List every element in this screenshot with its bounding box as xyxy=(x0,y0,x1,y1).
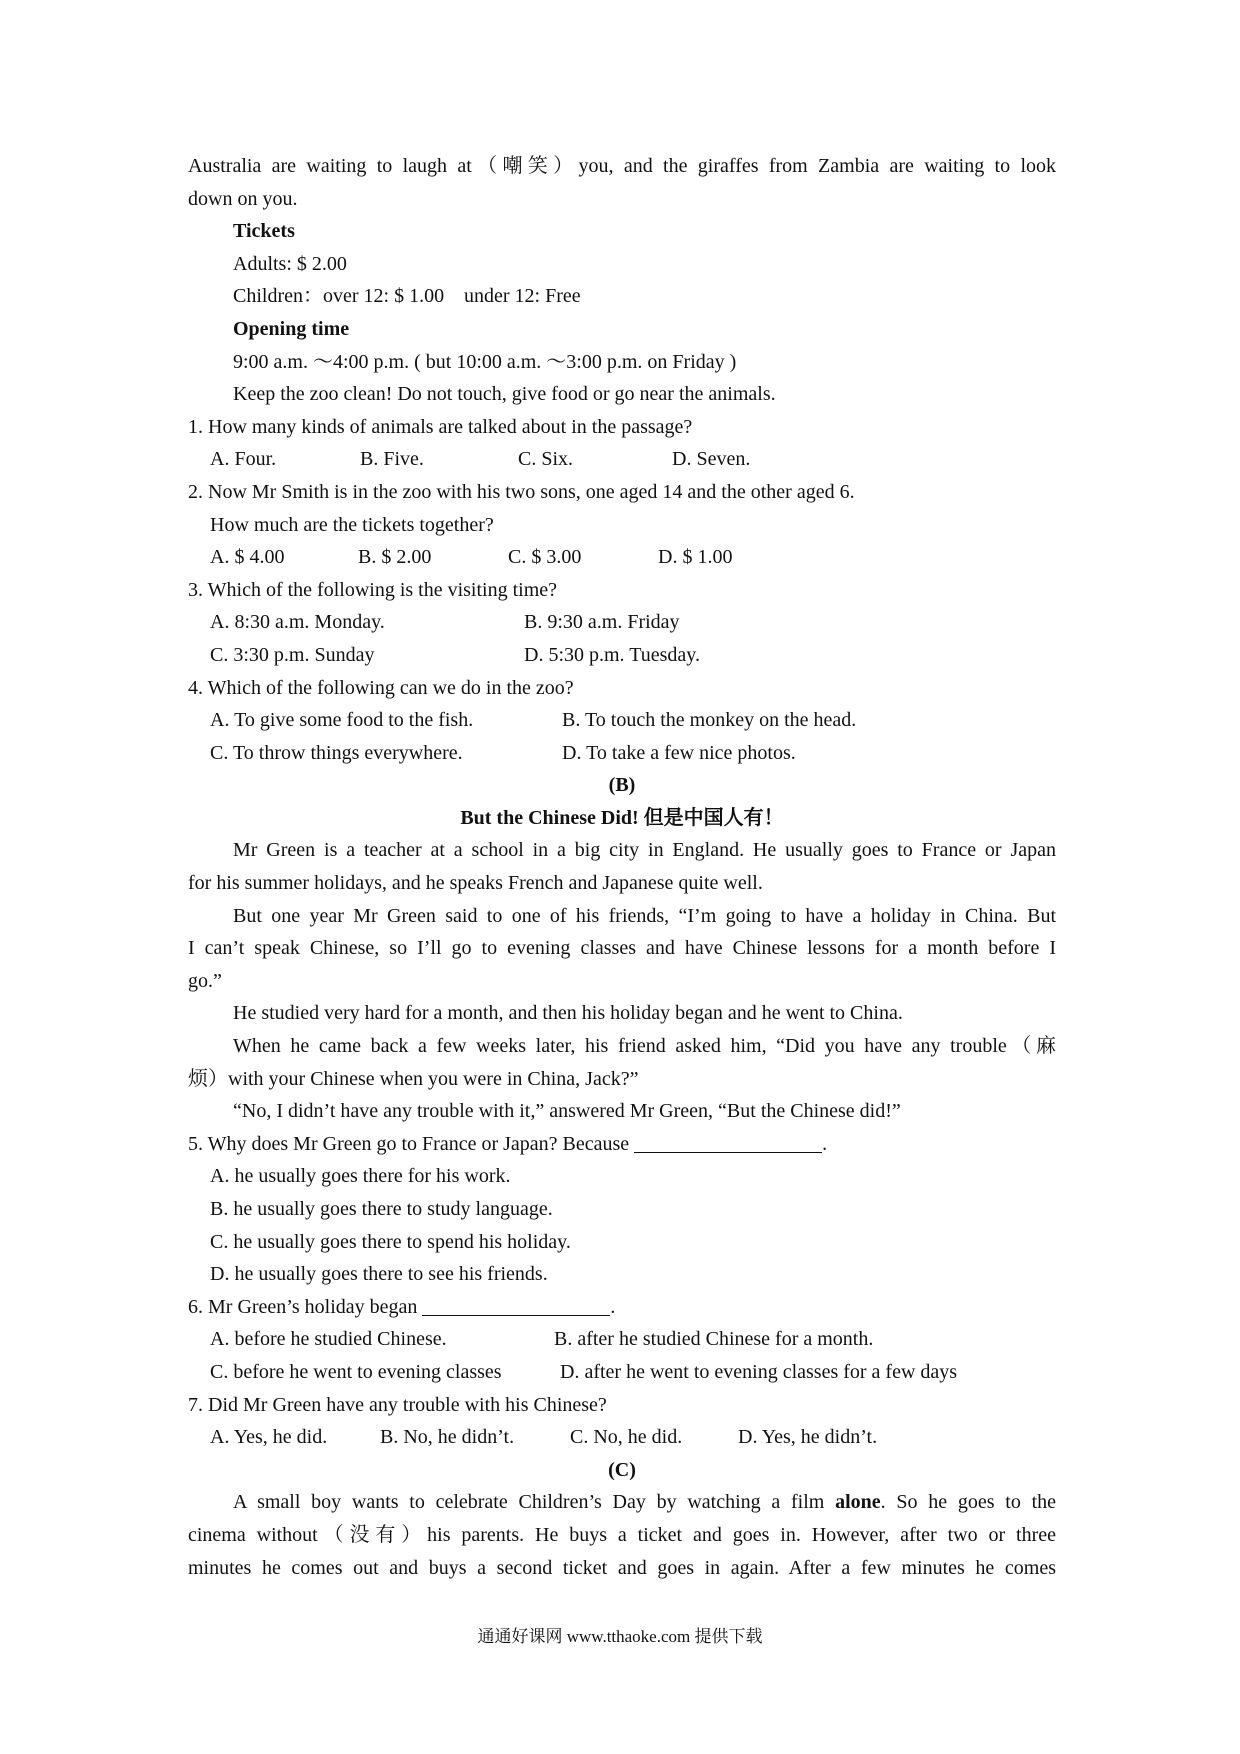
answer-option[interactable]: D. he usually goes there to see his friends. xyxy=(210,1263,548,1286)
opening-time-heading: Opening time xyxy=(233,317,350,340)
answer-blank[interactable] xyxy=(634,1130,822,1153)
answer-option[interactable]: D. To take a few nice photos. xyxy=(562,741,796,764)
answer-option[interactable]: D. 5:30 p.m. Tuesday. xyxy=(524,643,700,666)
answer-option[interactable]: B. No, he didn’t. xyxy=(380,1426,515,1449)
ticket-children-under12: under 12: Free xyxy=(464,285,581,308)
passage-text: . So he goes to the xyxy=(880,1491,1057,1514)
answer-options xyxy=(188,639,1056,672)
passage-line: Mr Green is a teacher at a school in a big city in England. He usually goes to France or Japan xyxy=(233,839,1056,862)
answer-options xyxy=(188,704,1056,737)
answer-blank[interactable] xyxy=(422,1293,610,1316)
answer-option[interactable]: A. $ 4.00 xyxy=(210,546,285,569)
section-label: (C) xyxy=(608,1458,636,1481)
passage-line: down on you. xyxy=(188,187,298,210)
question-stem: 4. Which of the following can we do in the zoo? xyxy=(188,676,574,699)
passage-line: for his summer holidays, and he speaks French and Japanese quite well. xyxy=(188,872,763,895)
answer-options xyxy=(188,443,1056,476)
tickets-heading: Tickets xyxy=(233,220,295,243)
emphasized-word: alone xyxy=(835,1491,881,1514)
passage-line: cinema without（没有）his parents. He buys a ticket and goes in. However, after two or three xyxy=(188,1523,1056,1546)
answer-option[interactable]: A. 8:30 a.m. Monday. xyxy=(210,611,385,634)
answer-option[interactable]: D. Seven. xyxy=(672,448,751,471)
section-label: (B) xyxy=(608,774,636,797)
question-stem: 3. Which of the following is the visiting time? xyxy=(188,578,558,601)
question-stem-text: 6. Mr Green’s holiday began xyxy=(188,1295,418,1318)
question-stem xyxy=(188,1291,1056,1324)
question-stem: 1. How many kinds of animals are talked about in the passage? xyxy=(188,415,693,438)
ticket-price-children xyxy=(188,280,1056,313)
answer-option[interactable]: A. Four. xyxy=(210,448,277,471)
answer-option[interactable]: A. he usually goes there for his work. xyxy=(210,1165,511,1188)
question-stem: 2. Now Mr Smith is in the zoo with his two sons, one aged 14 and the other aged 6. xyxy=(188,480,855,503)
answer-options xyxy=(188,737,1056,770)
answer-option[interactable]: A. before he studied Chinese. xyxy=(210,1328,447,1351)
exam-page xyxy=(188,150,1056,1584)
passage-title: But the Chinese Did! 但是中国人有！ xyxy=(460,806,784,829)
question-stem xyxy=(188,1128,1056,1161)
answer-option[interactable]: A. To give some food to the fish. xyxy=(210,709,474,732)
ticket-price-adults: Adults: $ 2.00 xyxy=(233,252,347,275)
question-stem-text: 5. Why does Mr Green go to France or Japan? Because xyxy=(188,1132,630,1155)
stem-period: . xyxy=(822,1132,828,1155)
answer-option[interactable]: B. after he studied Chinese for a month. xyxy=(554,1328,874,1351)
answer-option[interactable]: A. Yes, he did. xyxy=(210,1426,328,1449)
answer-option[interactable]: B. 9:30 a.m. Friday xyxy=(524,611,680,634)
passage-line: “No, I didn’t have any trouble with it,” answered Mr Green, “But the Chinese did!” xyxy=(233,1100,901,1123)
answer-option[interactable]: D. $ 1.00 xyxy=(658,546,733,569)
answer-option[interactable]: C. Six. xyxy=(518,448,574,471)
passage-line: minutes he comes out and buys a second ticket and goes in again. After a few minutes he comes xyxy=(188,1556,1056,1579)
answer-option[interactable]: C. To throw things everywhere. xyxy=(210,741,463,764)
passage-line: He studied very hard for a month, and then his holiday began and he went to China. xyxy=(233,1002,903,1025)
opening-hours: 9:00 a.m. ～4:00 p.m. ( but 10:00 a.m. ～3:00 p.m. on Friday ) xyxy=(233,350,737,373)
stem-period: . xyxy=(610,1295,616,1318)
answer-option[interactable]: C. he usually goes there to spend his holiday. xyxy=(210,1230,571,1253)
answer-option[interactable]: B. To touch the monkey on the head. xyxy=(562,709,857,732)
passage-line: Australia are waiting to laugh at（嘲笑）you, and the giraffes from Zambia are waiting to look xyxy=(188,155,1056,177)
answer-options xyxy=(188,541,1056,574)
answer-option[interactable]: C. 3:30 p.m. Sunday xyxy=(210,643,375,666)
page-footer: 通通好课网 www.tthaoke.com 提供下载 xyxy=(477,1627,763,1646)
answer-option[interactable]: D. after he went to evening classes for a few days xyxy=(560,1360,958,1383)
passage-line: I can’t speak Chinese, so I’ll go to evening classes and have Chinese lessons for a month before I xyxy=(188,937,1056,960)
answer-options xyxy=(188,1356,1056,1389)
ticket-children-over12: Children：over 12: $ 1.00 xyxy=(233,285,445,308)
passage-line: go.” xyxy=(188,969,222,992)
question-stem: 7. Did Mr Green have any trouble with his Chinese? xyxy=(188,1393,607,1416)
answer-options xyxy=(188,606,1056,639)
answer-option[interactable]: C. No, he did. xyxy=(570,1426,683,1449)
answer-option[interactable]: B. Five. xyxy=(360,448,424,471)
answer-option[interactable]: C. before he went to evening classes xyxy=(210,1360,502,1383)
passage-line: When he came back a few weeks later, his friend asked him, “Did you have any trouble（麻 xyxy=(233,1035,1056,1058)
answer-options xyxy=(188,1421,1056,1454)
passage-line: But one year Mr Green said to one of his friends, “I’m going to have a holiday in China. But xyxy=(233,904,1056,927)
answer-option[interactable]: D. Yes, he didn’t. xyxy=(738,1426,878,1449)
passage-line: 烦）with your Chinese when you were in China, Jack?” xyxy=(188,1067,639,1090)
answer-option[interactable]: B. he usually goes there to study language. xyxy=(210,1198,553,1220)
question-stem-cont: How much are the tickets together? xyxy=(210,513,494,536)
answer-option[interactable]: B. $ 2.00 xyxy=(358,546,432,569)
passage-line xyxy=(188,1486,1056,1519)
answer-options xyxy=(188,1323,1056,1356)
passage-text: A small boy wants to celebrate Children’s Day by watching a film xyxy=(233,1491,825,1514)
zoo-rules: Keep the zoo clean! Do not touch, give food or go near the animals. xyxy=(233,383,776,406)
answer-option[interactable]: C. $ 3.00 xyxy=(508,546,582,569)
